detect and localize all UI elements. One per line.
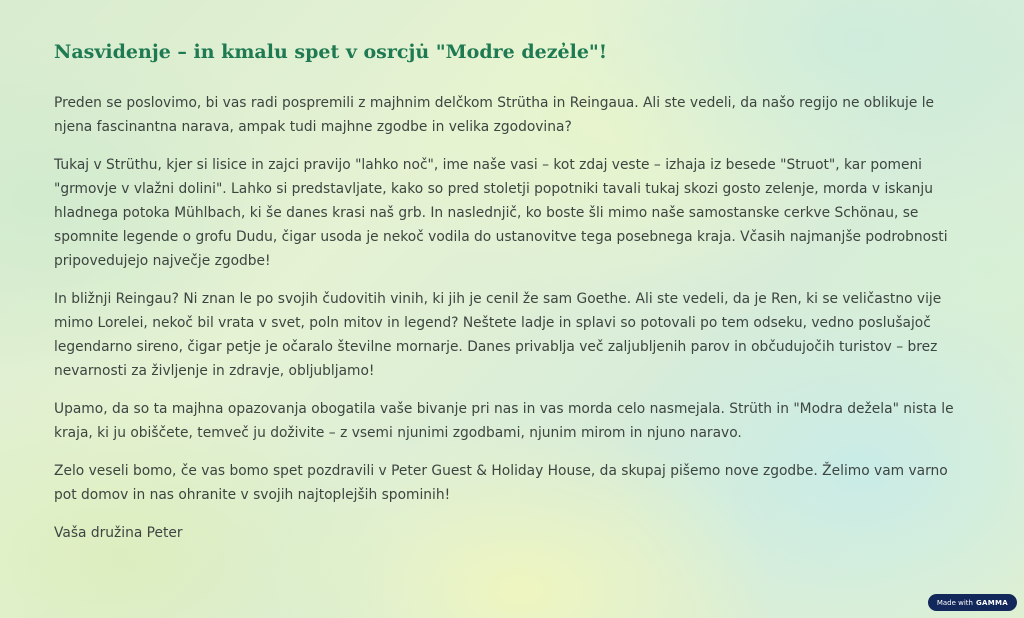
page-title: Nasvidenje – in kmalu spet v osrcju̇ "Modre deze̓le"! xyxy=(54,41,608,63)
badge-prefix: Made with xyxy=(936,598,973,607)
badge-brand: GAMMA xyxy=(975,598,1008,607)
signature: Vaša družina Peter xyxy=(54,524,183,541)
paragraph-reingau: In bližnji Reingau? Ni znan le po svojih čudovitih vinih, ki jih je cenil že sam Goethe. Ali ste vedeli, da je Ren, ki se veličastno vije mimo Lorelei, nekoč bil vrata v svet, poln mitov in legend? Neštete ladje in splavi so potovali po tem odseku, vedno poslušajoč legendarno sireno, čigar petje je očaralo številne mornarje. Danes privablja več zaljubljenih parov in občudujočih turistov – brez nevarnosti za življenje in zdravje, obljubljamo! xyxy=(54,290,942,379)
paragraph-intro: Preden se poslovimo, bi vas radi pospremili z majhnim delčkom Strütha in Reingaua. Ali ste vedeli, da našo regijo ne oblikuje le njena fascinantna narava, ampak tudi majhne zgodbe in velika zgodovina? xyxy=(54,94,935,135)
paragraph-welcome-back: Zelo veseli bomo, če vas bomo spet pozdravili v Peter Guest & Holiday House, da skupaj pišemo nove zgodbe. Želimo vam varno pot domov in nas ohranite v svojih najtoplejših spominih! xyxy=(54,462,948,503)
paragraph-struth: Tukaj v Strüthu, kjer si lisice in zajci pravijo "lahko noč", ime naše vasi – kot zdaj veste – izhaja iz besede "Struot", kar pomeni "grmovje v vlažni dolini". Lahko si predstavljate, kako so pred stoletji popotniki tavali tukaj skozi gosto zelenje, morda v iskanju hladnega potoka Mühlbach, ki še danes krasi naš grb. In naslednjič, ko boste šli mimo naše samostanske cerkve Schönau, se spomnite legende o grofu Dudu, čigar usoda je nekoč vodila do ustanovitve tega posebnega kraja. Včasih najmanjše podrobnosti pripovedujejo največje zgodbe! xyxy=(54,156,948,269)
made-with-gamma-badge[interactable] xyxy=(928,594,1017,611)
paragraph-hope: Upamo, da so ta majhna opazovanja obogatila vaše bivanje pri nas in vas morda celo nasmejala. Strüth in "Modra dežela" nista le kraja, ki ju obiščete, temveč ju doživite – z vsemi njunimi zgodbami, njunim mirom in njuno naravo. xyxy=(54,400,954,441)
page-content xyxy=(54,40,974,559)
